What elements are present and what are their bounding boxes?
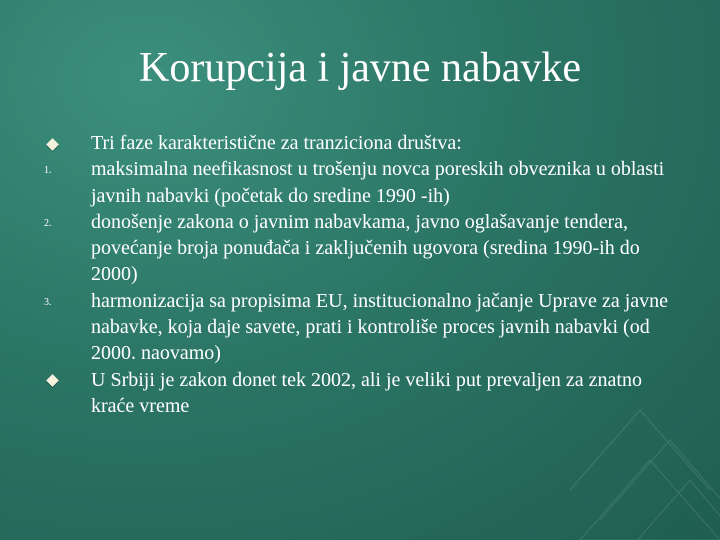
bullet-item <box>0 367 720 420</box>
bullet-text: Tri faze karakteristične za tranziciona društva: <box>91 132 462 154</box>
diamond-bullet-icon <box>44 373 60 389</box>
item-number: 1. <box>44 165 52 177</box>
numbered-item <box>0 156 720 209</box>
bullet-text: maksimalna neefikasnost u trošenju novca poreskih obveznika u oblasti javnih nabavki (početak do sredine 1990 -ih) <box>91 158 665 207</box>
bullet-text: harmonizacija sa propisima EU, institucionalno jačanje Uprave za javne nabavke, koja daje savete, prati i kontroliše proces javnih nabavki (od 2000. naovamo) <box>91 289 669 365</box>
item-number: 3. <box>44 296 52 308</box>
slide-title: Korupcija i javne nabavke <box>139 45 581 91</box>
numbered-item <box>0 209 720 288</box>
bullet-text: U Srbiji je zakon donet tek 2002, ali je veliki put prevaljen za znatno kraće vreme <box>91 368 642 417</box>
bullet-list <box>0 130 720 419</box>
bullet-text: donošenje zakona o javnim nabavkama, javno oglašavanje tendera, povećanje broja ponuđača i zaključenih ugovora (sredina 1990-ih do 2000) <box>91 210 640 286</box>
bullet-item <box>0 130 720 156</box>
numbered-item <box>0 288 720 367</box>
diamond-bullet-icon <box>44 136 60 152</box>
item-number: 2. <box>44 217 52 229</box>
